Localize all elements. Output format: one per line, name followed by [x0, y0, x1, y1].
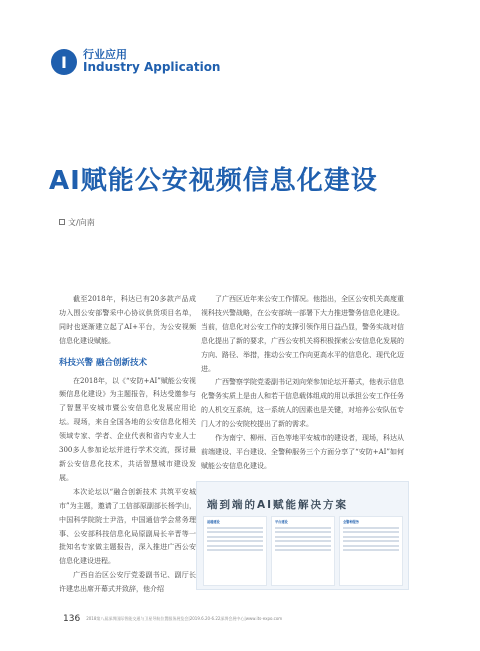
figure-text-line: [343, 527, 399, 529]
figure-text-line: [343, 536, 399, 538]
section-subheading: 科技兴警 融合创新技术: [59, 357, 147, 368]
footer-text: 2018第八届深圳国际智能交通与卫星导航位置服务展览会|2019.6.20-6.22深圳会展中心|www.its-expo.com: [86, 616, 283, 621]
figure-card-head: 全警种服务: [343, 520, 359, 524]
paragraph: 本次论坛以“融合创新技术 共筑平安城市”为主题，邀请了工信部原副部长杨学山，中国科学院院士尹浩，中国通信学会常务理事、公安部科技信息化局原副局长辛晋等一批知名专家做主题报告，深入推进广西公安信息化建设进程。: [59, 487, 196, 566]
paragraph: 在2018年，以《“安防+AI”赋能公安视频信息化建设》为主题报告，科达受邀参与了智慧平安城市暨公安信息化发展应用论坛。现场，来自全国各地的公安信息化相关领域专家、学者、企业代表和省内专业人士300多人参加论坛并进行学术交流，探讨最新公安信息化技术，共话智慧城市建设发展。: [59, 376, 196, 482]
paragraph: 了广西区近年来公安工作情况。他指出，全区公安机关高度重视科技兴警战略，在公安部统一部署下大力推进警务信息化建设。当前，信息化对公安工作的支撑引领作用日益凸显，警务实战对信息化提出了新的要求，广西公安机关将积极探索公安信息化发展的方向、路径、举措，推动公安工作向更高水平的信息化、现代化迈进。: [201, 295, 404, 373]
article-title: AI赋能公安视频信息化建设: [49, 166, 378, 196]
solution-figure: [196, 481, 409, 590]
section-badge: I: [51, 49, 77, 75]
author-name: 文/向南: [68, 218, 95, 227]
figure-text-line: [275, 545, 331, 547]
paragraph: 截至2018年，科达已有20多款产品成功入围公安部警采中心协议供货项目名单，同时也逐渐建立起了AI+平台，为公安视频信息化建设赋能。: [59, 295, 196, 345]
figure-text-line: [275, 527, 331, 529]
figure-card-head: 前端建设: [207, 520, 220, 524]
author-box-icon: [59, 219, 65, 225]
figure-text-line: [207, 536, 263, 538]
section-label: [83, 49, 220, 74]
figure-text-line: [275, 549, 331, 551]
right-column: [201, 293, 404, 474]
paragraph: 广西自治区公安厅党委副书记、副厅长许建忠出席开幕式并致辞，他介绍: [59, 571, 196, 594]
author-line: [59, 217, 95, 228]
figure-text-line: [207, 540, 263, 542]
left-column: [59, 293, 196, 597]
paragraph: 广西警察学院党委副书记刘向荣参加论坛开幕式，他表示信息化警务实质上是由人和若干信息载体组成的用以承担公安工作任务的人机交互系统，这一系统人的因素也是关键，对培养公安队伍专门人才的公安院校提出了新的需求。: [201, 378, 404, 429]
figure-text-line: [343, 540, 399, 542]
figure-cards: [203, 516, 403, 586]
figure-text-line: [343, 531, 399, 533]
section-header: [51, 49, 220, 75]
section-label-cn: 行业应用: [83, 48, 127, 62]
figure-card: [203, 516, 267, 586]
figure-text-line: [207, 531, 263, 533]
section-label-en: Industry Application: [83, 60, 221, 75]
figure-text-line: [207, 545, 263, 547]
paragraph: 作为南宁、柳州、百色等地平安城市的建设者，现场，科达从前端建设、平台建设、全警种服务三个方面分享了“安防+AI”如何赋能公安信息化建设。: [201, 434, 404, 470]
figure-text-line: [275, 536, 331, 538]
page-number: 136: [63, 614, 81, 624]
figure-card: [339, 516, 403, 586]
figure-text-line: [207, 549, 263, 551]
figure-text-line: [343, 549, 399, 551]
figure-text-line: [343, 545, 399, 547]
figure-card: [271, 516, 335, 586]
figure-card-head: 平台建设: [275, 520, 288, 524]
figure-text-line: [275, 531, 331, 533]
page-footer: [63, 614, 282, 624]
figure-text-line: [275, 540, 331, 542]
figure-title: 端到端的AI赋能解决方案: [207, 499, 349, 511]
figure-text-line: [207, 527, 263, 529]
